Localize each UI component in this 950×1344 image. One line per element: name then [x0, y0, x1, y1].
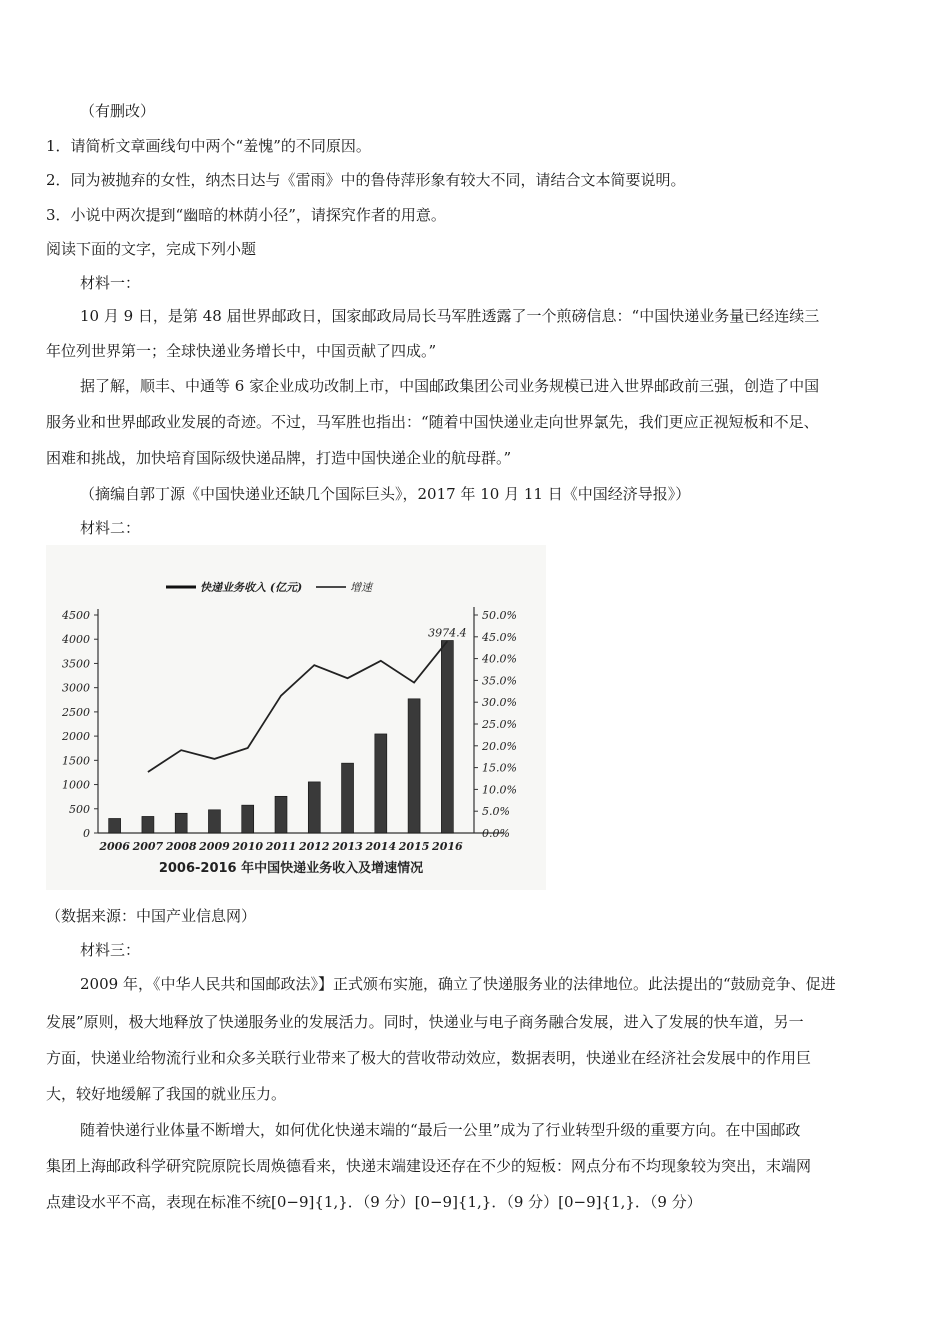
material-3-paragraph-2-line-3: 点建设水平不高，表现在标准不统[0−9]{1,}．（9 分）[0−9]{1,}．（9 分）[0−9]{1,}．（9 分） — [46, 1193, 702, 1211]
revenue-bar — [208, 810, 220, 833]
right-tick-label: 10.0% — [482, 783, 517, 797]
revenue-bar — [242, 805, 254, 833]
revenue-bar — [375, 734, 387, 833]
material-3-paragraph-1-line-4: 大，较好地缓解了我国的就业压力。 — [46, 1085, 287, 1103]
data-label-2016: 3974.4 — [428, 626, 467, 640]
revenue-bar — [408, 699, 420, 833]
x-tick-label: 2015 — [398, 840, 430, 853]
right-tick-label: 45.0% — [482, 630, 517, 644]
x-tick-label: 2010 — [232, 840, 264, 853]
right-tick-label: 35.0% — [482, 674, 517, 688]
material-1-paragraph-2-line-3: 困难和挑战，加快培育国际级快递品牌，打造中国快递企业的航母群。” — [46, 449, 512, 467]
legend-revenue-label: 快递业务收入 (亿元) — [200, 581, 303, 594]
express-revenue-chart — [46, 545, 546, 890]
left-tick-label: 500 — [69, 802, 90, 816]
material-1-paragraph-1-line-2: 年位列世界第一；全球快递业务增长中，中国贡献了四成。” — [46, 342, 437, 360]
material-2-source: （数据来源：中国产业信息网） — [46, 907, 257, 925]
material-3-paragraph-2-line-1: 随着快递行业体量不断增大，如何优化快递末端的“最后一公里”成为了行业转型升级的重要方向。在中国邮政 — [80, 1121, 801, 1139]
left-tick-label: 3500 — [62, 657, 90, 671]
reading-instruction: 阅读下面的文字，完成下列小题 — [46, 240, 257, 258]
material-3-paragraph-1-line-1: 2009 年，《中华人民共和国邮政法》】正式颁布实施，确立了快递服务业的法律地位。此法提出的“鼓励竞争、促进 — [80, 975, 836, 993]
x-tick-label: 2006 — [99, 840, 130, 853]
revenue-bar — [441, 640, 453, 833]
material-1-paragraph-2-line-1: 据了解，顺丰、中通等 6 家企业成功改制上市，中国邮政集团公司业务规模已进入世界邮政前三强，创造了中国 — [80, 377, 820, 395]
question-3: 3．小说中两次提到“幽暗的林荫小径”，请探究作者的用意。 — [46, 206, 446, 224]
material-1-heading: 材料一： — [80, 274, 141, 292]
revenue-bar — [342, 763, 354, 833]
x-tick-label: 2016 — [432, 840, 463, 853]
material-1-paragraph-2-line-2: 服务业和世界邮政业发展的奇迹。不过，马军胜也指出：“随着中国快递业走向世界氯先，我们更应正视短板和不足、 — [46, 413, 819, 431]
x-tick-label: 2014 — [365, 840, 397, 853]
growth-rate-line — [148, 641, 447, 772]
right-tick-label: 5.0% — [482, 805, 510, 819]
right-tick-label: 40.0% — [482, 652, 517, 666]
x-tick-label: 2008 — [165, 840, 197, 853]
right-tick-label: 15.0% — [482, 761, 517, 775]
material-3-paragraph-2-line-2: 集团上海邮政科学研究院原院长周焕德看来，快递末端建设还存在不少的短板：网点分布不均现象较为突出，末端网 — [46, 1157, 812, 1175]
x-tick-label: 2012 — [298, 840, 330, 853]
chart-svg — [46, 545, 546, 890]
chart-title: 2006-2016 年中国快递业务收入及增速情况 — [158, 861, 424, 876]
right-tick-label: 50.0% — [482, 609, 517, 622]
revenue-bar — [109, 818, 121, 833]
x-tick-label: 2011 — [265, 840, 297, 853]
revenue-bar — [142, 816, 154, 833]
revenue-bar — [175, 813, 187, 833]
revision-note: （有删改） — [80, 102, 156, 120]
revenue-bar — [308, 782, 320, 833]
right-tick-label: 20.0% — [482, 739, 517, 753]
material-3-paragraph-1-line-2: 发展”原则，极大地释放了快递服务业的发展活力。同时，快递业与电子商务融合发展，进入了发展的快车道，另一 — [46, 1013, 804, 1031]
material-2-heading: 材料二： — [80, 519, 141, 537]
left-tick-label: 1500 — [62, 754, 90, 768]
right-tick-label: 25.0% — [482, 718, 517, 731]
x-tick-label: 2007 — [132, 840, 164, 853]
right-tick-label: 30.0% — [482, 696, 517, 710]
question-2: 2．同为被抛弃的女性，纳杰日达与《雷雨》中的鲁侍萍形象有较大不同，请结合文本简要说明。 — [46, 171, 686, 189]
x-tick-label: 2009 — [199, 840, 230, 853]
left-tick-label: 3000 — [62, 681, 90, 695]
legend-growth-label: 增速 — [350, 581, 372, 594]
material-3-heading: 材料三： — [80, 941, 141, 959]
material-1-paragraph-1-line-1: 10 月 9 日，是第 48 届世界邮政日，国家邮政局局长马军胜透露了一个煎磅信息：“中国快递业务量已经连续三 — [80, 307, 820, 325]
material-1-source: （摘编自郭丁源《中国快递业还缺几个国际巨头》，2017 年 10 月 11 日《中国经济导报》） — [80, 485, 691, 503]
left-tick-label: 1000 — [62, 778, 90, 792]
revenue-bar — [275, 796, 287, 833]
material-3-paragraph-1-line-3: 方面，快递业给物流行业和众多关联行业带来了极大的营收带动效应，数据表明，快递业在经济社会发展中的作用巨 — [46, 1049, 812, 1067]
x-tick-label: 2013 — [332, 840, 363, 853]
right-tick-label: 0.0% — [482, 827, 510, 840]
question-1: 1．请简析文章画线句中两个“羞愧”的不同原因。 — [46, 137, 371, 155]
left-tick-label: 0 — [83, 827, 90, 840]
left-tick-label: 4500 — [62, 609, 90, 622]
left-tick-label: 2500 — [62, 705, 90, 719]
left-tick-label: 2000 — [62, 730, 90, 744]
left-tick-label: 4000 — [62, 633, 90, 647]
